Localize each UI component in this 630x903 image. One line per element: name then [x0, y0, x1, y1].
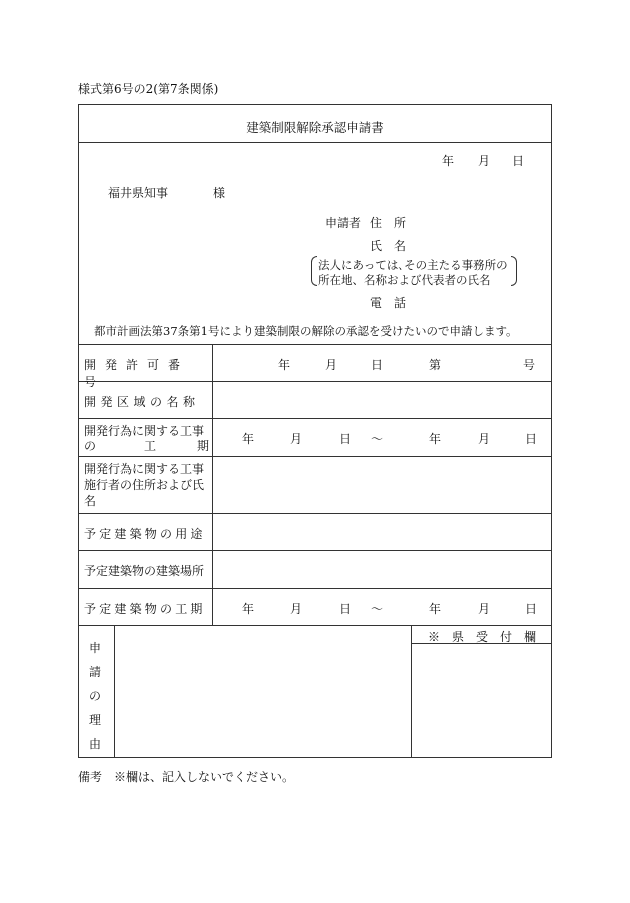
contractor-label-line1: 開発行為に関する工事: [84, 462, 205, 476]
permit-dai: 第: [429, 358, 442, 372]
building-use-field[interactable]: [214, 515, 550, 548]
applicant-label: 申請者: [325, 216, 362, 230]
applicant-address-label: 住 所: [370, 216, 407, 230]
row-line: [78, 513, 552, 514]
bld-end-month: 月: [478, 602, 491, 616]
corp-note-line1: 法人にあっては､その主たる事務所の: [318, 258, 508, 272]
reason-char-5: 由: [89, 737, 102, 751]
corp-note-line2: 所在地、名称および代表者の氏名: [318, 273, 491, 287]
reason-field[interactable]: [116, 627, 409, 756]
row-line: [78, 418, 552, 419]
reason-divider: [114, 625, 115, 758]
addressee-name: 福井県知事: [108, 186, 169, 200]
applicant-phone-label: 電 話: [370, 296, 407, 310]
dev-start-day: 日: [339, 432, 352, 446]
applicant-name-label: 氏 名: [370, 239, 407, 253]
row-line: [78, 588, 552, 589]
reason-char-3: の: [89, 689, 102, 703]
building-use-label: 予定建築物の用途: [84, 527, 206, 541]
row-line: [78, 625, 552, 626]
area-name-field[interactable]: [214, 383, 550, 416]
date-day: 日: [512, 154, 525, 168]
dev-period-label-ko: 工: [144, 439, 157, 453]
reason-char-2: 請: [89, 665, 102, 679]
row-line: [78, 550, 552, 551]
building-site-label: 予定建築物の建築場所: [84, 564, 205, 578]
application-statement: 都市計画法第37条第1号により建築制限の解除の承認を受けたいので申請します。: [94, 324, 518, 338]
dev-end-year: 年: [429, 432, 442, 446]
date-month: 月: [478, 154, 491, 168]
building-site-field[interactable]: [214, 552, 550, 586]
dev-end-month: 月: [478, 432, 491, 446]
permit-month: 月: [325, 358, 338, 372]
dev-end-day: 日: [525, 432, 538, 446]
permit-year: 年: [278, 358, 291, 372]
divider: [78, 142, 552, 143]
bld-end-year: 年: [429, 602, 442, 616]
bld-start-day: 日: [339, 602, 352, 616]
contractor-label-line2: 施行者の住所および氏: [84, 478, 205, 492]
dev-period-label-line1: 開発行為に関する工事: [84, 424, 205, 438]
contractor-label-line3: 名: [84, 494, 97, 508]
row-line: [78, 344, 552, 345]
row-line: [78, 456, 552, 457]
dev-start-year: 年: [242, 432, 255, 446]
remarks: 備考 ※欄は、記入しないでください。: [78, 770, 295, 784]
label-column-divider: [212, 344, 213, 625]
reason-char-4: 理: [89, 713, 102, 727]
bld-period-tilde: ～: [371, 602, 384, 616]
addressee-honorific: 様: [213, 186, 226, 200]
date-year: 年: [442, 154, 455, 168]
bracket-right: [511, 256, 517, 286]
reception-label: ※ 県 受 付 欄: [428, 630, 537, 644]
dev-period-label-no: の: [84, 439, 97, 453]
bld-end-day: 日: [525, 602, 538, 616]
permit-number-label-text: 開発許可番号: [84, 358, 190, 389]
bld-start-month: 月: [290, 602, 303, 616]
bracket-left: [311, 256, 317, 286]
building-period-label: 予定建築物の工期: [84, 602, 206, 616]
permit-go: 号: [523, 358, 536, 372]
dev-start-month: 月: [290, 432, 303, 446]
area-name-label: 開発区域の名称: [84, 395, 200, 409]
contractor-field[interactable]: [214, 458, 550, 511]
form-number: 様式第6号の2(第7条関係): [78, 82, 219, 96]
reception-divider: [411, 625, 412, 758]
permit-day: 日: [371, 358, 384, 372]
permit-number-label: [84, 356, 206, 390]
dev-period-tilde: ～: [371, 432, 384, 446]
bld-start-year: 年: [242, 602, 255, 616]
reason-char-1: 申: [89, 641, 102, 655]
dev-period-label-ki: 期: [197, 439, 210, 453]
form-title: 建築制限解除承認申請書: [246, 120, 384, 135]
